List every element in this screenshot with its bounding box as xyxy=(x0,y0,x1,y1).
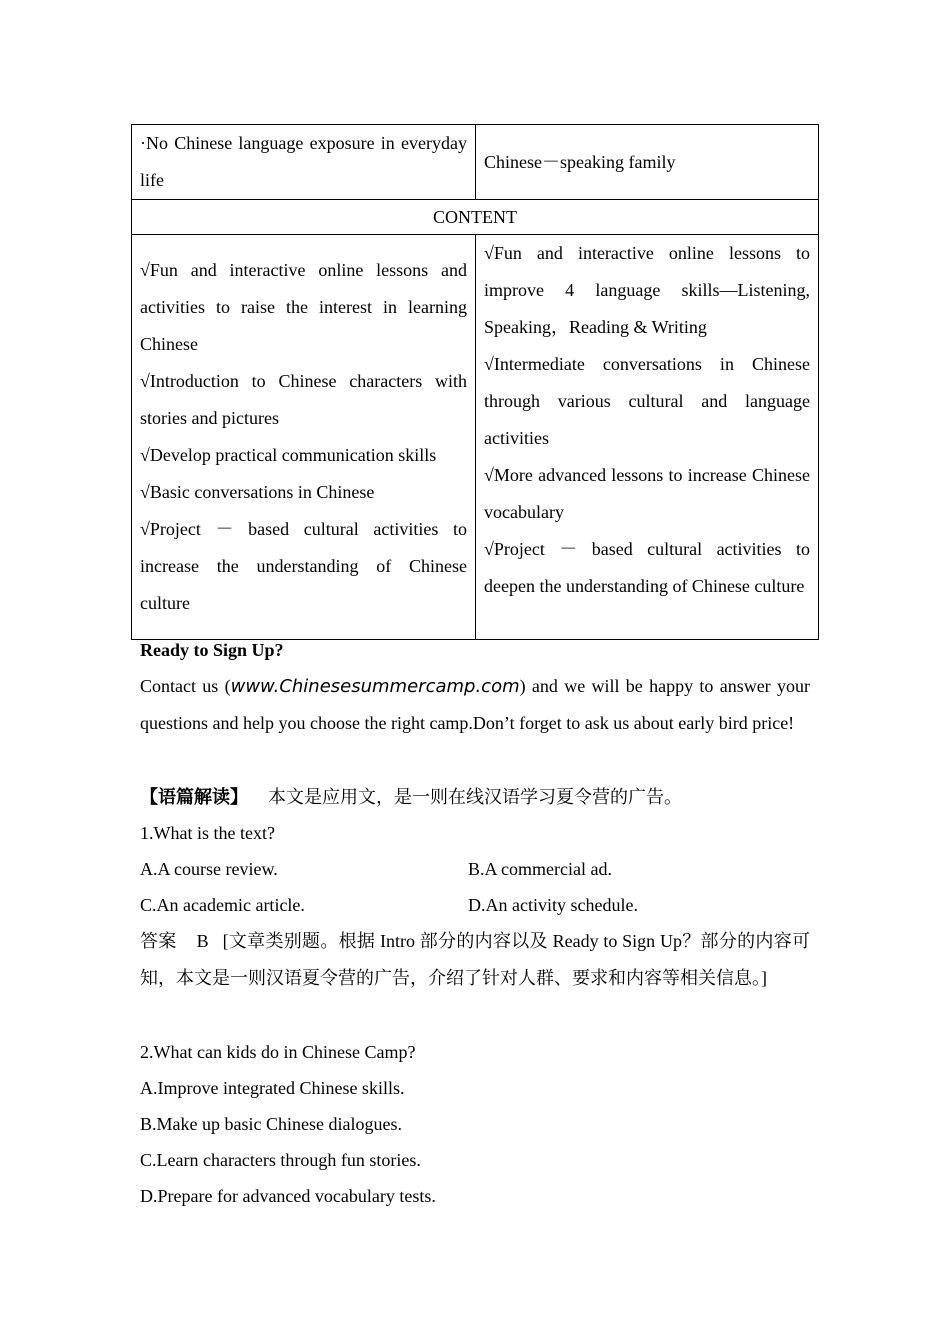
answer-label: 答案 xyxy=(140,931,177,951)
signup-url-link[interactable]: www.Chinesesummercamp.com xyxy=(230,676,520,697)
table-row xyxy=(132,125,819,200)
list-item: √Intermediate conversations in Chinese through various cultural and language activities xyxy=(484,354,810,448)
list-item: √Basic conversations in Chinese xyxy=(140,482,375,502)
question-1-answer xyxy=(140,923,810,997)
analysis-label: 【语篇解读】 xyxy=(140,787,248,807)
list-item: √Introduction to Chinese characters with stories and pictures xyxy=(140,371,467,428)
content-cell-left xyxy=(132,235,476,640)
camp-comparison-table xyxy=(131,124,819,640)
question-2-option-c: C.Learn characters through fun stories. xyxy=(140,1150,421,1170)
list-item: √Project － based cultural activities to increase the understanding of Chinese culture xyxy=(140,519,467,613)
table-cell-requirement-left: ·No Chinese language exposure in everyday life xyxy=(132,125,476,200)
list-item: √More advanced lessons to increase Chinese vocabulary xyxy=(484,465,810,522)
question-2-stem: 2.What can kids do in Chinese Camp? xyxy=(140,1042,416,1062)
signup-text-before: Contact us ( xyxy=(140,676,231,696)
table-row xyxy=(132,200,819,235)
list-item: √Fun and interactive online lessons and activities to raise the interest in learning Chinese xyxy=(140,260,467,354)
analysis-line xyxy=(140,779,810,816)
answer-explanation: [文章类别题。根据 Intro 部分的内容以及 Ready to Sign Up？部分的内容可知，本文是一则汉语夏令营的广告，介绍了针对人群、要求和内容等相关信息。] xyxy=(140,931,811,988)
signup-heading: Ready to Sign Up? xyxy=(140,640,284,660)
question-1-option-a: A.A course review. xyxy=(140,859,278,879)
content-cell-right xyxy=(476,235,819,640)
signup-paragraph xyxy=(140,668,810,742)
question-2-option-b: B.Make up basic Chinese dialogues. xyxy=(140,1114,402,1134)
question-1-option-c: C.An academic article. xyxy=(140,895,305,915)
question-1-option-b: B.A commercial ad. xyxy=(468,859,612,879)
question-1-option-d: D.An activity schedule. xyxy=(468,895,638,915)
list-item: √Project － based cultural activities to deepen the understanding of Chinese culture xyxy=(484,539,810,596)
analysis-text: 本文是应用文，是一则在线汉语学习夏令营的广告。 xyxy=(268,787,682,807)
question-2-option-a: A.Improve integrated Chinese skills. xyxy=(140,1078,405,1098)
content-header: CONTENT xyxy=(132,200,819,235)
list-item: √Develop practical communication skills xyxy=(140,445,437,465)
question-2-option-d: D.Prepare for advanced vocabulary tests. xyxy=(140,1186,436,1206)
table-row xyxy=(132,235,819,640)
question-1-stem: 1.What is the text? xyxy=(140,823,275,843)
list-item: √Fun and interactive online lessons to improve 4 language skills—Listening, Speaking，Reading & Writing xyxy=(484,243,810,337)
answer-letter: B xyxy=(196,931,209,951)
signup-text-after: ) and we will be happy to answer your questions and help you choose the right camp.Don’t forget to ask us about early bird price! xyxy=(140,676,810,733)
table-cell-requirement-right: Chinese－speaking family xyxy=(476,125,819,200)
